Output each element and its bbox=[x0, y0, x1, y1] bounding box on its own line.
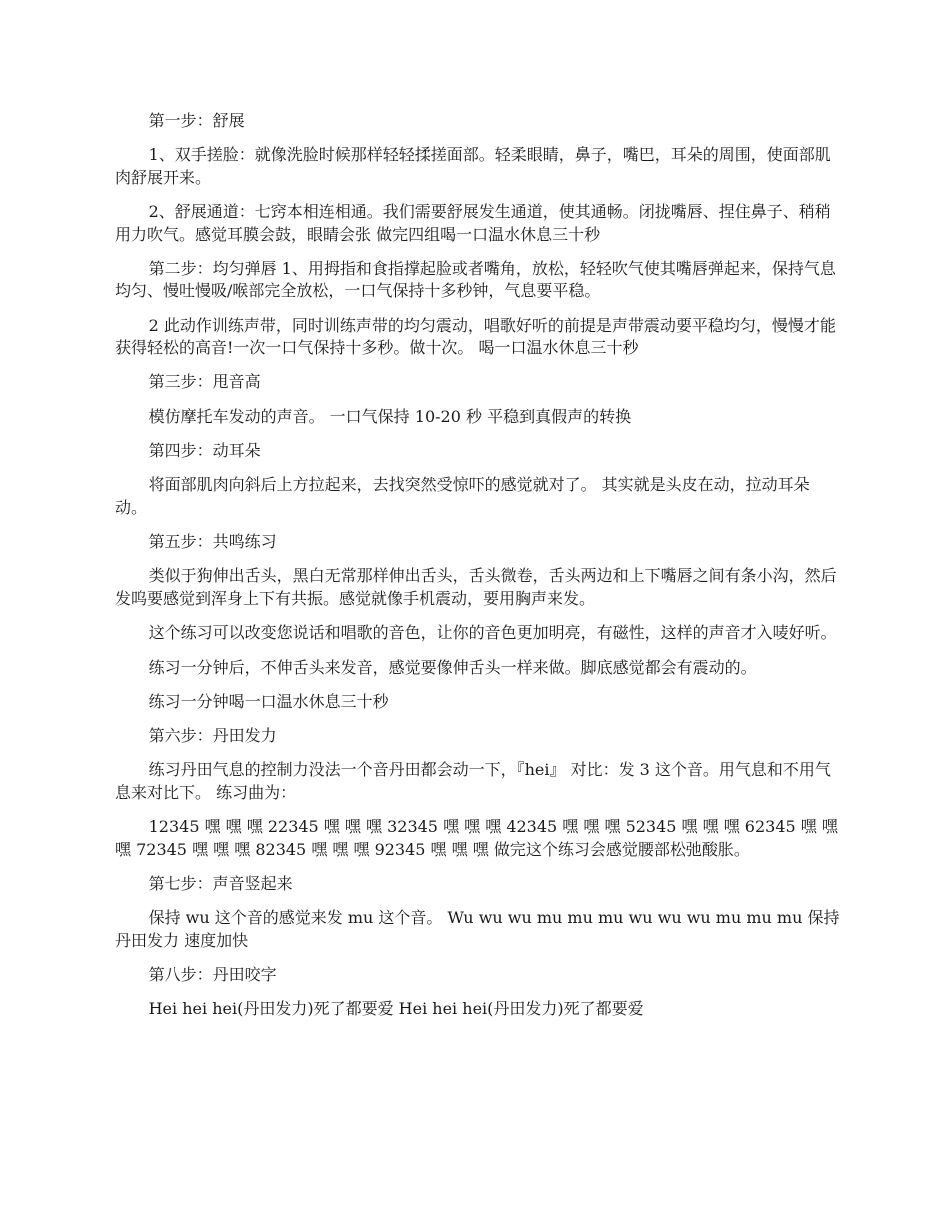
step-heading: 第一步：舒展 bbox=[148, 111, 245, 130]
paragraph: 保持 wu 这个音的感觉来发 mu 这个音。 Wu wu wu mu mu mu wu wu wu mu mu mu 保持丹田发力 速度加快 bbox=[115, 908, 840, 950]
paragraph: 将面部肌肉向斜后上方拉起来，去找突然受惊吓的感觉就对了。 其实就是头皮在动，拉动耳朵动。 bbox=[115, 475, 810, 517]
step-heading: 第四步：动耳朵 bbox=[148, 441, 261, 461]
step-heading: 第八步：丹田咬字 bbox=[148, 965, 277, 985]
paragraph: 2、舒展通道：七窍本相连相通。我们需要舒展发生通道，使其通畅。闭拢嘴唇、捏住鼻子、稍稍用力吹气。感觉耳膜会鼓，眼睛会张 做完四组喝一口温水休息三十秒 bbox=[115, 202, 831, 244]
paragraph: 12345 嘿 嘿 嘿 22345 嘿 嘿 嘿 32345 嘿 嘿 嘿 42345 嘿 嘿 嘿 52345 嘿 嘿 嘿 62345 嘿 嘿 嘿 72345 嘿 嘿 嘿 82345 嘿 嘿 嘿 92345 嘿 嘿 嘿 做完这个练习会感觉腰部松弛酸胀。 bbox=[115, 817, 838, 859]
paragraph: 练习丹田气息的控制力没法一个音丹田都会动一下，『hei』 对比：发 3 这个音。用气息和不用气息来对比下。 练习曲为： bbox=[115, 760, 831, 802]
paragraph: 这个练习可以改变您说话和唱歌的音色，让你的音色更加明亮，有磁性，这样的声音才入唛好听。 bbox=[148, 623, 837, 643]
paragraph: 模仿摩托车发动的声音。 一口气保持 10-20 秒 平稳到真假声的转换 bbox=[148, 406, 632, 426]
paragraph: 2 此动作训练声带，同时训练声带的均匀震动，唱歌好听的前提是声带震动要平稳均匀，慢慢才能获得轻松的高音!一次一口气保持十多秒。做十次。 喝一口温水休息三十秒 bbox=[115, 315, 836, 358]
step-heading: 第六步：丹田发力 bbox=[148, 726, 277, 746]
paragraph: Hei hei hei(丹田发力)死了都要爱 Hei hei hei(丹田发力)死了都要爱 bbox=[148, 999, 644, 1019]
paragraph: 练习一分钟后，不伸舌头来发音，感觉要像伸舌头一样来做。脚底感觉都会有震动的。 bbox=[148, 657, 757, 677]
step-heading: 第五步：共鸣练习 bbox=[148, 532, 277, 552]
paragraph: 类似于狗伸出舌头，黑白无常那样伸出舌头，舌头微卷，舌头两边和上下嘴唇之间有条小沟，然后发呜要感觉到浑身上下有共振。感觉就像手机震动，要用胸声来发。 bbox=[115, 566, 837, 608]
paragraph: 1、双手搓脸：就像洗脸时候那样轻轻揉搓面部。轻柔眼睛，鼻子，嘴巴，耳朵的周围，使面部肌肉舒展开来。 bbox=[115, 145, 831, 187]
paragraph: 练习一分钟喝一口温水休息三十秒 bbox=[148, 691, 389, 711]
step-heading: 第七步：声音竖起来 bbox=[148, 874, 293, 894]
document-body bbox=[115, 110, 840, 1033]
paragraph: 第二步：均匀弹唇 1、用拇指和食指撑起脸或者嘴角，放松，轻轻吹气使其嘴唇弹起来，保持气息均匀、慢吐慢吸/喉部完全放松，一口气保持十多秒钟，气息要平稳。 bbox=[115, 258, 836, 301]
step-heading: 第三步：甩音高 bbox=[148, 372, 261, 392]
